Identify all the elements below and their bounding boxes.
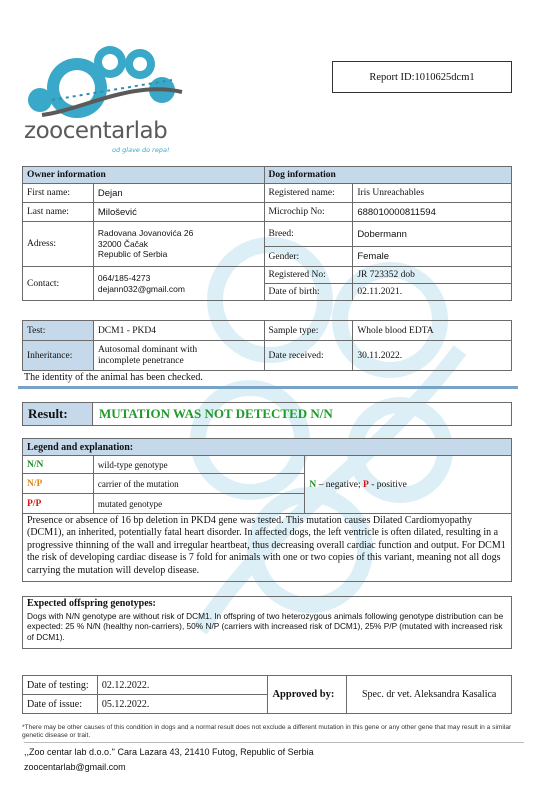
first-name-value: Dejan — [93, 184, 264, 203]
test-value: DCM1 - PKD4 — [93, 321, 264, 341]
breed-value: Dobermann — [353, 222, 512, 247]
approved-by-value: Spec. dr vet. Aleksandra Kasalica — [347, 676, 512, 714]
legend-desc-pp: mutated genotype — [93, 494, 305, 514]
legend-key — [305, 456, 512, 514]
legend-desc-np: carrier of the mutation — [93, 474, 305, 494]
legend-title: Legend and explanation: — [23, 439, 512, 456]
address-line: Republic of Serbia — [97, 249, 168, 260]
date-received-value: 30.11.2022. — [353, 341, 512, 371]
brand-tagline: od glave do repa! — [112, 146, 170, 154]
contact-value — [93, 267, 264, 301]
offspring-title: Expected offspring genotypes: — [27, 598, 156, 609]
microchip-label: Microchip No: — [264, 203, 353, 222]
address-label: Adress: — [23, 222, 94, 267]
footnote: *There may be other causes of this condition in dogs and a normal result does not exclude a different mutation in this gene or any other gene that may result in a similar genetic disease or trait. — [22, 724, 512, 740]
footer-divider — [24, 742, 524, 743]
first-name-label: First name: — [23, 184, 94, 203]
result-value: MUTATION WAS NOT DETECTED N/N — [99, 406, 333, 421]
brand-name: zoocentarlab — [24, 118, 168, 144]
dob-value: 02.11.2021. — [353, 284, 512, 301]
contact-label: Contact: — [23, 267, 94, 301]
inheritance-line: incomplete penetrance — [97, 355, 184, 366]
offspring-box — [22, 596, 512, 649]
identity-note: The identity of the animal has been checked. — [24, 372, 203, 383]
negative-text: – negative; — [316, 479, 363, 490]
dog-section-title: Dog information — [264, 167, 512, 184]
legend-code-np: N/P — [23, 474, 94, 494]
inheritance-value — [93, 341, 264, 371]
offspring-text: Dogs with N/N genotype are without risk of DCM1. In offspring of two heterozygous animals following genotype distribution can be expected: 25 % N/N (healthy non-carriers), 50% N/P (carriers with increased risk of DCM1), 25% P/P (mutated with increased risk of DCM1). — [27, 610, 504, 642]
section-divider — [18, 386, 518, 389]
legend-table — [22, 438, 512, 514]
contact-email: dejann032@gmail.com — [97, 283, 185, 294]
positive-symbol: P — [363, 479, 369, 490]
date-received-label: Date received: — [264, 341, 353, 371]
footer-email: zoocentarlab@gmail.com — [24, 762, 126, 772]
date-testing-value: 02.12.2022. — [97, 676, 268, 695]
test-label: Test: — [23, 321, 94, 341]
result-box — [22, 402, 512, 426]
inheritance-label: Inheritance: — [23, 341, 94, 371]
registered-no-value: JR 723352 dob — [353, 267, 512, 284]
registered-no-label: Registered No: — [264, 267, 353, 284]
dob-label: Date of birth: — [264, 284, 353, 301]
test-table — [22, 320, 512, 371]
negative-symbol: N — [309, 479, 317, 490]
footer-address: ,,Zoo centar lab d.o.o.'' Cara Lazara 43, 21410 Futog, Republic of Serbia — [24, 747, 314, 757]
inheritance-line: Autosomal dominant with — [97, 344, 198, 355]
approved-by-label: Approved by: — [268, 676, 347, 714]
owner-section-title: Owner information — [23, 167, 265, 184]
address-value — [93, 222, 264, 267]
positive-text: - positive — [368, 479, 407, 490]
date-testing-label: Date of testing: — [23, 676, 98, 695]
contact-phone: 064/185-4273 — [97, 272, 151, 283]
date-issue-value: 05.12.2022. — [97, 695, 268, 714]
explanation-text: Presence or absence of 16 bp deletion in PKD4 gene was tested. This mutation causes Dilated Cardiomyopathy (DCM1), an inherited, potentially fatal heart disorder. In affected dogs, the left ventricle is often dilated, resulting in a progressive thinning of the wall and irregular heartbeat, thus decreasing overall cardiac function and output. For DCM1 the risk of developing cardiac disease is 7 fold for animals with one or two copies of this variant, meaning not all dogs carrying the mutation will develop disease. — [22, 513, 512, 582]
registered-name-label: Registered name: — [264, 184, 353, 203]
legend-desc-nn: wild-type genotype — [93, 456, 305, 474]
date-issue-label: Date of issue: — [23, 695, 98, 714]
owner-dog-table — [22, 166, 512, 301]
result-label: Result: — [23, 403, 93, 425]
approval-table — [22, 675, 512, 714]
gender-value: Female — [353, 247, 512, 267]
legend-code-nn: N/N — [23, 456, 94, 474]
microchip-value: 688010000811594 — [353, 203, 512, 222]
address-line: 32000 Čačak — [97, 238, 148, 249]
registered-name-value: Iris Unreachables — [353, 184, 512, 203]
address-line: Radovana Jovanovića 26 — [97, 228, 194, 239]
last-name-value: Milošević — [93, 203, 264, 222]
legend-code-pp: P/P — [23, 494, 94, 514]
gender-label: Gender: — [264, 247, 353, 267]
last-name-label: Last name: — [23, 203, 94, 222]
report-id: Report ID:1010625dcm1 — [332, 61, 512, 93]
breed-label: Breed: — [264, 222, 353, 247]
sample-type-value: Whole blood EDTA — [353, 321, 512, 341]
sample-type-label: Sample type: — [264, 321, 353, 341]
